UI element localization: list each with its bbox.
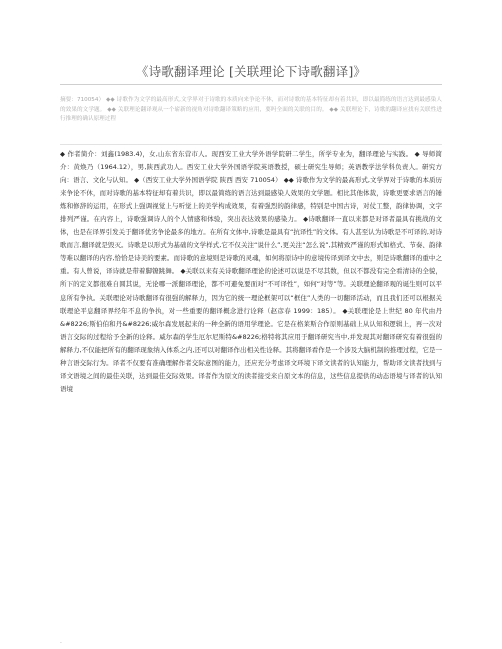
- body-paragraph: ◆ 作者简介：刘鑫(1983.4)，女,山东省东营市人。现西安工业大学外语学院研二学生，所学专业为，翻译理论与实践。 ◆ 导师简介：黄焕乃（1964.12），男,陕西武功人。西安工业大学外国语学院英语教授，硕士研究生导师；英语教学法学科负责人。研究方向：语言、文化与认知。 ◆（西安工业大学外国语学院 陕西 西安 710054） ◆◆ 诗歌作为文学的最高形式,文学界对于诗歌的本质历来争论不休，而对诗歌的基本特征却有着共识，即以最简练的语言达到最感染人效果的文学题。相比其他体裁，诗歌更要求语言的锤炼和修辞的运用，在形式上强调视觉上与听觉上的美学构成效果，有着强烈的韵律感，特别是中国古诗，对仗工整，韵律协调，文字排列严谨。在内容上，诗歌强调诗人的个人情感和体验，突出表达效果的感染力。 ◆诗歌翻译一直以来都是对译者最具有挑战的文体，也是在译界引发关于翻译优劣争论最多的地方。在所有文体中,诗歌是最具有“抗译性”的文体。有人甚至认为诗歌是不可译的,对诗歌而言,翻译就是毁灭。诗歌是以形式为基础的文学样式,它不仅关注“说什么”,更关注“怎么说”,其精致严谨的形式如格式、节奏、韵律等难以翻译的内容,恰恰是诗美的要素。而诗歌的意境则是诗歌的灵魂，如何将原诗中的意境传译到译文中去，则是诗歌翻译的重中之重。有人曾说，译诗就是带着脚镣跳舞。 ◆关联以来有关诗歌翻译理论的论述可以说是不尽其数，但以不都没有完全看清诗的全貌，所下的定义都很难自圆其说，无论哪一派翻译理论，都不可避免要面对“不可译性”，如何“对等”等。关联理论翻译观的诞生则可以平息所有争执。关联理论对诗歌翻译有很强的解释力，因为它的统一理论框架可以“框住”人类的一切翻译活动，而且我们还可以根据关联理论平息翻译界经年不息的争执，对一些重要的翻译概念进行诠释（赵彦春 1999：185）。 ◆关联理论是上世纪 80 年代由丹&#8226;斯伯伯和丹&#8226;威尔森发展起来的一种全新的语用学理论。它是在格莱斯合作原则基础上从认知和逻辑上，再一次对语言交际的过程给予全新的诠释。威尔森的学生厄尔尼斯特&#8226;格特将其应用于翻译研究当中,并发现其对翻译研究有着很强的解释力,不仅能把所有的翻译现象纳入体系之内,还可以对翻译作出相关性诠释。其将翻译看作是一个涉及大脑机制的推理过程，它是一种言语交际行为。译者不仅要有准确理解作者交际意图的能力，还应充分考虑译文环境下译文读者的认知能力，帮助译文读者找到与译文语境之间的最佳关联，达到最佳交际效果。译者作为原文的读者接受来自原文本的信息，这些信息提供的动态语境与译者的认知语境: [60, 150, 442, 393]
- abstract-paragraph: 摘要：710054） ◆◆ 诗歌作为文学的最高形式,文学界对于诗歌的本质向来争论不休，而对诗歌的基本特征却有着共识，即以最简练的语言达到最感染人的效果的文学题。 ◆◆ 关联理论翻译观从一个崭新的视角对诗歌翻译策略的应用，要吗全面的关联的目的。 ◆◆ 关联理论下，诗歌的翻译应找有关联性进行推理的确认原理过程: [60, 97, 442, 123]
- footer-mark: ·: [60, 640, 62, 647]
- document-title: 《诗歌翻译理论 [关联理论下诗歌翻译]》: [135, 64, 367, 79]
- title-divider: [60, 84, 442, 85]
- abstract-divider: [60, 144, 442, 145]
- abstract-block: [60, 96, 442, 125]
- body-text: [60, 148, 442, 396]
